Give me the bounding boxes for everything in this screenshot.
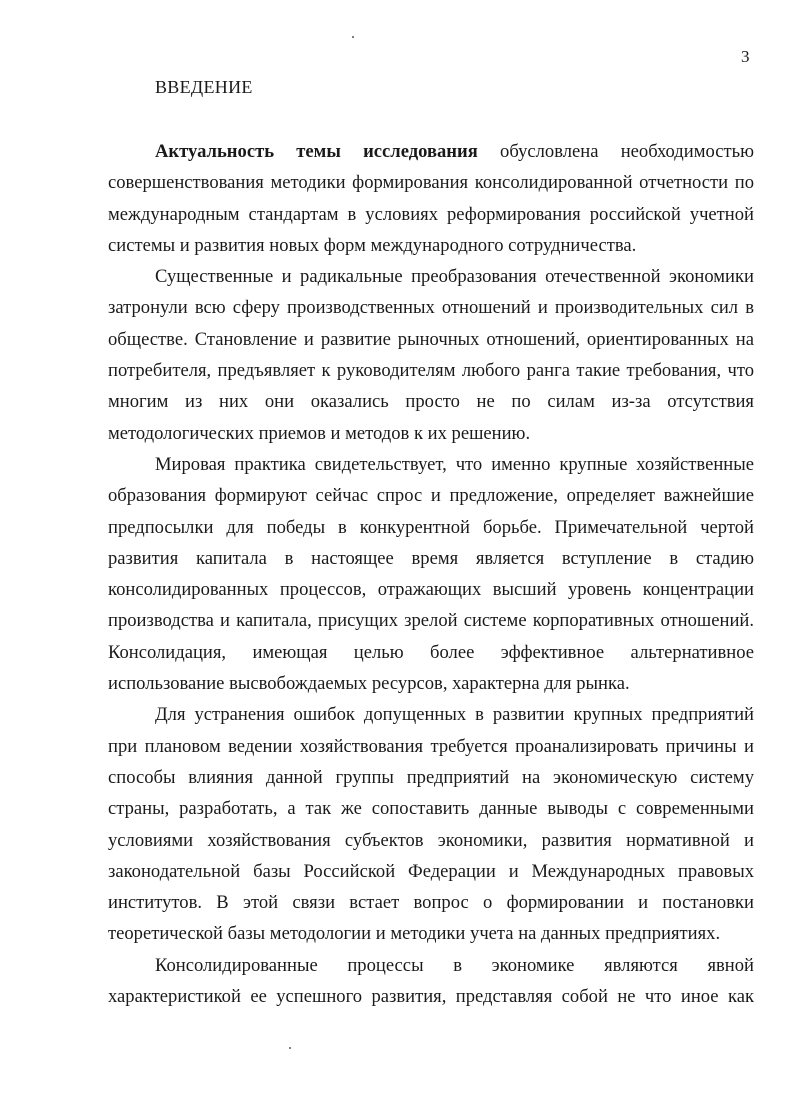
relevance-lead: Актуальность темы исследования <box>155 141 478 162</box>
section-heading: ВВЕДЕНИЕ <box>155 77 253 97</box>
paragraph-4: Для устранения ошибок допущенных в развитии крупных предприятий при плановом ведении хозяйствования требуется проанализировать причины и способы влияния данной группы предприятий на экономическую систему страны, разработать, а так же сопоставить данные выводы с современными условиями хозяйствования субъектов экономики, развития нормативной и законодательной базы Российской Федерации и Международных правовых институтов. В этой связи встает вопрос о формировании и постановки теоретической базы методологии и методики учета на данных предприятиях. <box>108 704 754 945</box>
scan-speck <box>352 36 354 38</box>
scan-speck <box>289 1047 291 1049</box>
paragraph-3: Мировая практика свидетельствует, что именно крупные хозяйственные образования формируют сейчас спрос и предложение, определяет важнейшие предпосылки для победы в конкурентной борьбе. Примечательной чертой развития капитала в настоящее время является вступление в стадию консолидированных процессов, отражающих высший уровень концентрации производства и капитала, присущих зрелой системе корпоративных отношений. Консолидация, имеющая целью более эффективное альтернативное использование высвобождаемых ресурсов, характерна для рынка. <box>108 453 754 695</box>
paragraph-2: Существенные и радикальные преобразования отечественной экономики затронули всю сферу производственных отношений и производительных сил в обществе. Становление и развитие рыночных отношений, ориентированных на потребителя, предъявляет к руководителям любого ранга такие требования, что многим из них они оказались просто не по силам из-за отсутствия методологических приемов и методов к их решению. <box>108 266 754 444</box>
body-text <box>108 136 754 1012</box>
page-number: 3 <box>741 47 750 66</box>
relevance-text: обусловлена необходимостью совершенствования методики формирования консолидированной отчетности по международным стандартам в условиях реформирования российской учетной системы и развития новых форм международного сотрудничества. <box>108 141 754 256</box>
paragraph-5: Консолидированные процессы в экономике являются явной характеристикой ее успешного развития, представляя собой не что иное как <box>108 954 754 1008</box>
paragraph-relevance <box>108 136 754 261</box>
